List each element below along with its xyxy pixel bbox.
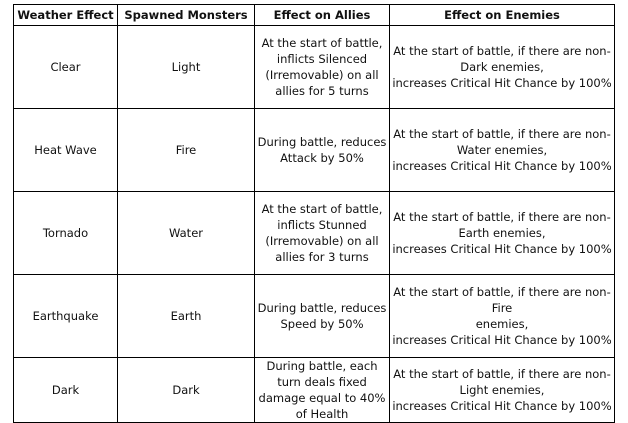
allies-line: During battle, each (266, 359, 378, 373)
enemies-line: At the start of battle, if there are non- (393, 127, 611, 141)
allies-line: allies for 5 turns (275, 84, 369, 98)
weather-effects-table (13, 4, 615, 423)
enemies-cell (390, 109, 615, 192)
table-header-row (14, 5, 615, 26)
weather-effects-table-wrapper (13, 4, 614, 423)
header-weather-effect: Weather Effect (14, 5, 118, 26)
allies-cell (255, 275, 390, 358)
allies-line: damage equal to 40% (258, 391, 386, 405)
weather-cell: Earthquake (14, 275, 118, 358)
table-row (14, 109, 615, 192)
enemies-line: increases Critical Hit Chance by 100% (392, 399, 612, 413)
monsters-cell: Water (118, 192, 255, 275)
enemies-cell (390, 26, 615, 109)
weather-cell: Clear (14, 26, 118, 109)
allies-line: During battle, reduces (257, 301, 387, 315)
enemies-line: Dark enemies, (460, 60, 544, 74)
table-row (14, 358, 615, 423)
allies-cell (255, 192, 390, 275)
enemies-line: Earth enemies, (458, 226, 546, 240)
allies-line: allies for 3 turns (275, 250, 369, 264)
allies-line: Attack by 50% (280, 151, 364, 165)
header-spawned-monsters: Spawned Monsters (118, 5, 255, 26)
enemies-cell (390, 358, 615, 423)
enemies-line: At the start of battle, if there are non- (393, 210, 611, 224)
enemies-line: Water enemies, (456, 143, 548, 157)
enemies-line: increases Critical Hit Chance by 100% (392, 159, 612, 173)
allies-cell (255, 26, 390, 109)
allies-line: At the start of battle, (261, 36, 383, 50)
monsters-cell: Fire (118, 109, 255, 192)
weather-cell: Heat Wave (14, 109, 118, 192)
allies-cell (255, 109, 390, 192)
enemies-line: At the start of battle, if there are non- (393, 44, 611, 58)
allies-line: During battle, reduces (257, 135, 387, 149)
allies-line: (Irremovable) on all (265, 234, 379, 248)
header-effect-on-allies: Effect on Allies (255, 5, 390, 26)
header-effect-on-enemies: Effect on Enemies (390, 5, 615, 26)
enemies-line: At the start of battle, if there are non- (393, 367, 611, 381)
enemies-cell (390, 275, 615, 358)
monsters-cell: Light (118, 26, 255, 109)
enemies-line: increases Critical Hit Chance by 100% (392, 242, 612, 256)
allies-cell (255, 358, 390, 423)
table-row (14, 275, 615, 358)
enemies-line: enemies, (475, 317, 529, 331)
allies-line: of Health (295, 407, 349, 421)
allies-line: inflicts Stunned (277, 218, 367, 232)
weather-cell: Dark (14, 358, 118, 423)
enemies-line: At the start of battle, if there are non-Fire (393, 285, 611, 315)
allies-line: Speed by 50% (280, 317, 364, 331)
weather-cell: Tornado (14, 192, 118, 275)
table-row (14, 26, 615, 109)
allies-line: inflicts Silenced (276, 52, 368, 66)
enemies-cell (390, 192, 615, 275)
enemies-line: increases Critical Hit Chance by 100% (392, 76, 612, 90)
enemies-line: increases Critical Hit Chance by 100% (392, 333, 612, 347)
allies-line: turn deals fixed (277, 375, 367, 389)
monsters-cell: Earth (118, 275, 255, 358)
enemies-line: Light enemies, (459, 383, 545, 397)
monsters-cell: Dark (118, 358, 255, 423)
table-row (14, 192, 615, 275)
allies-line: (Irremovable) on all (265, 68, 379, 82)
allies-line: At the start of battle, (261, 202, 383, 216)
